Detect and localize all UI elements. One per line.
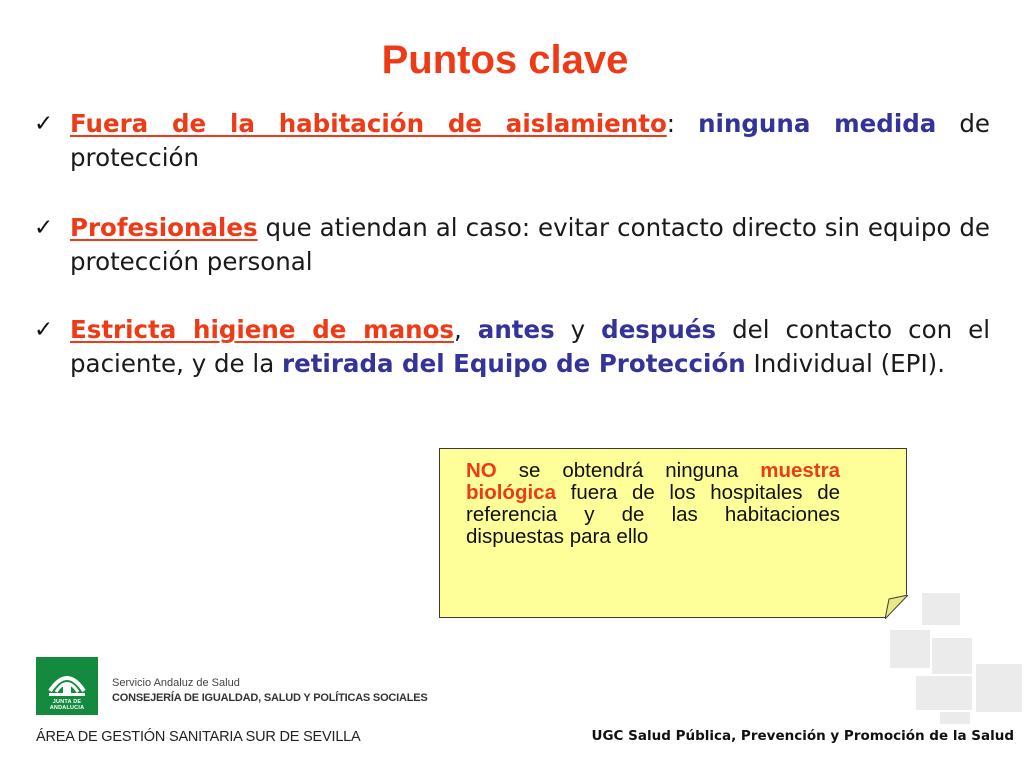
text-run-red-u: Profesionales (70, 213, 258, 242)
note-text (466, 460, 840, 548)
text-run-note-red: NO (466, 459, 497, 482)
checkmark-icon: ✓ (34, 317, 54, 343)
andalucia-emblem-icon (36, 657, 98, 703)
service-name: Servicio Andaluz de Salud (112, 677, 240, 689)
logo-caption: JUNTA DE ANDALUCIA (49, 699, 85, 711)
text-run-plain: , (454, 315, 478, 344)
decorative-square (940, 712, 970, 724)
area-name: ÁREA DE GESTIÓN SANITARIA SUR DE SEVILLA (36, 729, 361, 745)
department-name: CONSEJERÍA DE IGUALDAD, SALUD Y POLÍTICAS SOCIALES (112, 692, 428, 704)
slide-title: Puntos clave (381, 38, 629, 82)
text-run-plain: que atiendan al caso: evitar contacto directo sin equipo de protección personal (70, 213, 990, 276)
text-run-plain: fuera de los hospitales de referencia y de las habitaciones dispuestas para ello (466, 481, 840, 548)
checkmark-icon: ✓ (34, 215, 54, 241)
bullet-text (70, 107, 990, 175)
bullet-3 (34, 313, 990, 381)
bullet-text (70, 211, 990, 279)
junta-andalucia-logo (36, 657, 98, 715)
note-folded-corner (885, 595, 908, 619)
bullet-1 (34, 107, 990, 175)
text-run-blue: ninguna medida (698, 109, 937, 138)
text-run-plain: Individual (EPI). (745, 349, 946, 378)
unit-name: UGC Salud Pública, Prevención y Promoción de la Salud (591, 728, 1014, 744)
text-run-plain: del contacto con el paciente, y de la (70, 315, 991, 378)
text-run-red-u: Fuera de la habitación de aislamiento (70, 109, 667, 138)
text-run-blue: retirada del Equipo de Protección (282, 349, 746, 378)
text-run-red-u: Estricta higiene de manos (70, 315, 454, 344)
text-run-plain: de protección (70, 109, 991, 172)
bullet-2 (34, 211, 990, 279)
decorative-square (890, 630, 930, 668)
checkmark-icon: ✓ (34, 111, 54, 137)
text-run-plain: se obtendrá ninguna (496, 459, 761, 482)
decorative-square (922, 593, 960, 625)
text-run-plain: y (554, 315, 602, 344)
decorative-square (976, 664, 1022, 712)
text-run-blue: después (601, 315, 717, 344)
text-run-blue: antes (477, 315, 555, 344)
text-run-note-red: muestra biológica (466, 459, 840, 504)
text-run-plain: : (666, 109, 699, 138)
decorative-square (932, 638, 972, 674)
decorative-square (916, 676, 972, 710)
bullet-text (70, 313, 990, 381)
